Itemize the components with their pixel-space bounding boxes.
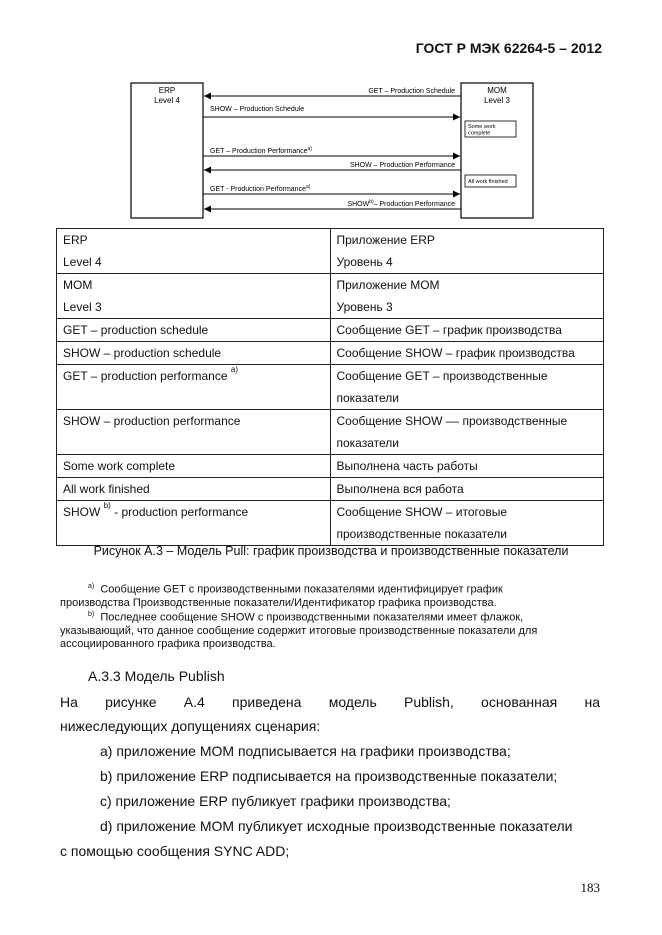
footnote-b-line3: ассоциированного графика производства. [60,637,276,650]
table-cell-right: Приложение ERP Уровень 4 [330,229,604,274]
msg-get-performance-2-text: GET - Production Performance [210,186,306,193]
msg-get-performance-1 [210,146,312,155]
table-cell-left: MOM Level 3 [57,274,331,319]
note-some-work-line1: Some work [468,124,496,130]
msg-final-sup: b) [369,199,374,205]
table-cell-right: Сообщение SHOW –– производственные показатели [330,410,604,455]
table-cell-right: Выполнена вся работа [330,478,604,501]
mom-label: MOM [487,86,507,95]
section-intro-line1: На рисунке А.4 приведена модель Publish, основанная на [60,694,600,710]
msg-final-post: – Production Performance [373,201,455,208]
footnote-b-mark: b) [88,611,95,618]
table-cell-left: SHOW $^{b)}$ - production performance [57,501,331,546]
table-cell-left: GET – production performance $^{a)}$ [57,365,331,410]
table-row [57,478,604,501]
msg-get-schedule: GET – Production Schedule [368,88,455,95]
list-item-a: a) приложение MOM подписывается на графики производства; [100,743,511,759]
mom-level-label: Level 3 [484,96,510,105]
document-header: ГОСТ Р МЭК 62264-5 – 2012 [415,40,602,56]
note-some-work-line2: complete [468,130,491,137]
table-cell-right: Сообщение GET – график производства [330,319,604,342]
msg-show-performance-final [347,199,455,208]
footnote-a-line2: производства Производственные показатели/Идентификатор графика производства. [60,596,497,609]
erp-level-label: Level 4 [154,96,180,105]
footnote-a-line1: Сообщение GET с производственными показателями идентифицирует график [100,583,503,596]
footnote-b [60,608,600,651]
table-cell-left: SHOW – production performance [57,410,331,455]
table-row [57,410,604,455]
list-item-d-continued: с помощью сообщения SYNC ADD; [60,843,290,859]
legend-table [56,228,604,546]
msg-get-performance-2-sup: a) [305,184,311,190]
section-intro-line2: нижеследующих допущениях сценария: [60,718,321,734]
msg-get-performance-2 [210,184,311,193]
msg-get-performance-1-sup: a) [307,146,312,152]
table-cell-right: Сообщение SHOW – итоговые производственные показатели [330,501,604,546]
note-all-work-text: All work finished [468,179,508,185]
list-item-b: b) приложение ERP подписывается на производственные показатели; [100,768,558,784]
footnote-b-line1: Последнее сообщение SHOW с производственными показателями имеет флажок, [100,611,524,624]
table-cell-right: Выполнена часть работы [330,455,604,478]
table-row [57,501,604,546]
table-cell-right: Сообщение SHOW – график производства [330,342,604,365]
sequence-diagram [0,0,662,230]
table-cell-left: All work finished [57,478,331,501]
table-cell-right: Приложение MOM Уровень 3 [330,274,604,319]
table-row [57,229,604,274]
table-row [57,455,604,478]
table-cell-left: GET – production schedule [57,319,331,342]
table-row [57,319,604,342]
msg-get-performance-1-text: GET – Production Performance [210,148,308,155]
msg-final-pre: SHOW [347,201,370,208]
erp-label: ERP [158,86,176,95]
page-number: 183 [580,880,600,895]
footnote-a [60,580,600,610]
table-cell-left: ERP Level 4 [57,229,331,274]
table-cell-left: SHOW – production schedule [57,342,331,365]
table-cell-left: Some work complete [57,455,331,478]
figure-caption: Рисунок А.3 – Модель Pull: график производства и производственные показатели [93,544,569,558]
section-heading: А.3.3 Модель Publish [88,668,225,684]
msg-show-performance-1: SHOW – Production Performance [349,162,455,169]
table-row [57,274,604,319]
list-item-c: c) приложение ERP публикует графики производства; [100,793,451,809]
table-row [57,342,604,365]
table-cell-right: Сообщение GET – производственные показатели [330,365,604,410]
footnote-a-mark: a) [88,583,95,590]
table-row [57,365,604,410]
list-item-d: d) приложение MOM публикует исходные производственные показатели [100,818,573,834]
msg-show-schedule: SHOW – Production Schedule [210,106,305,113]
footnote-b-line2: указывающий, что данное сообщение содержит итоговые производственные показатели для [60,624,538,637]
